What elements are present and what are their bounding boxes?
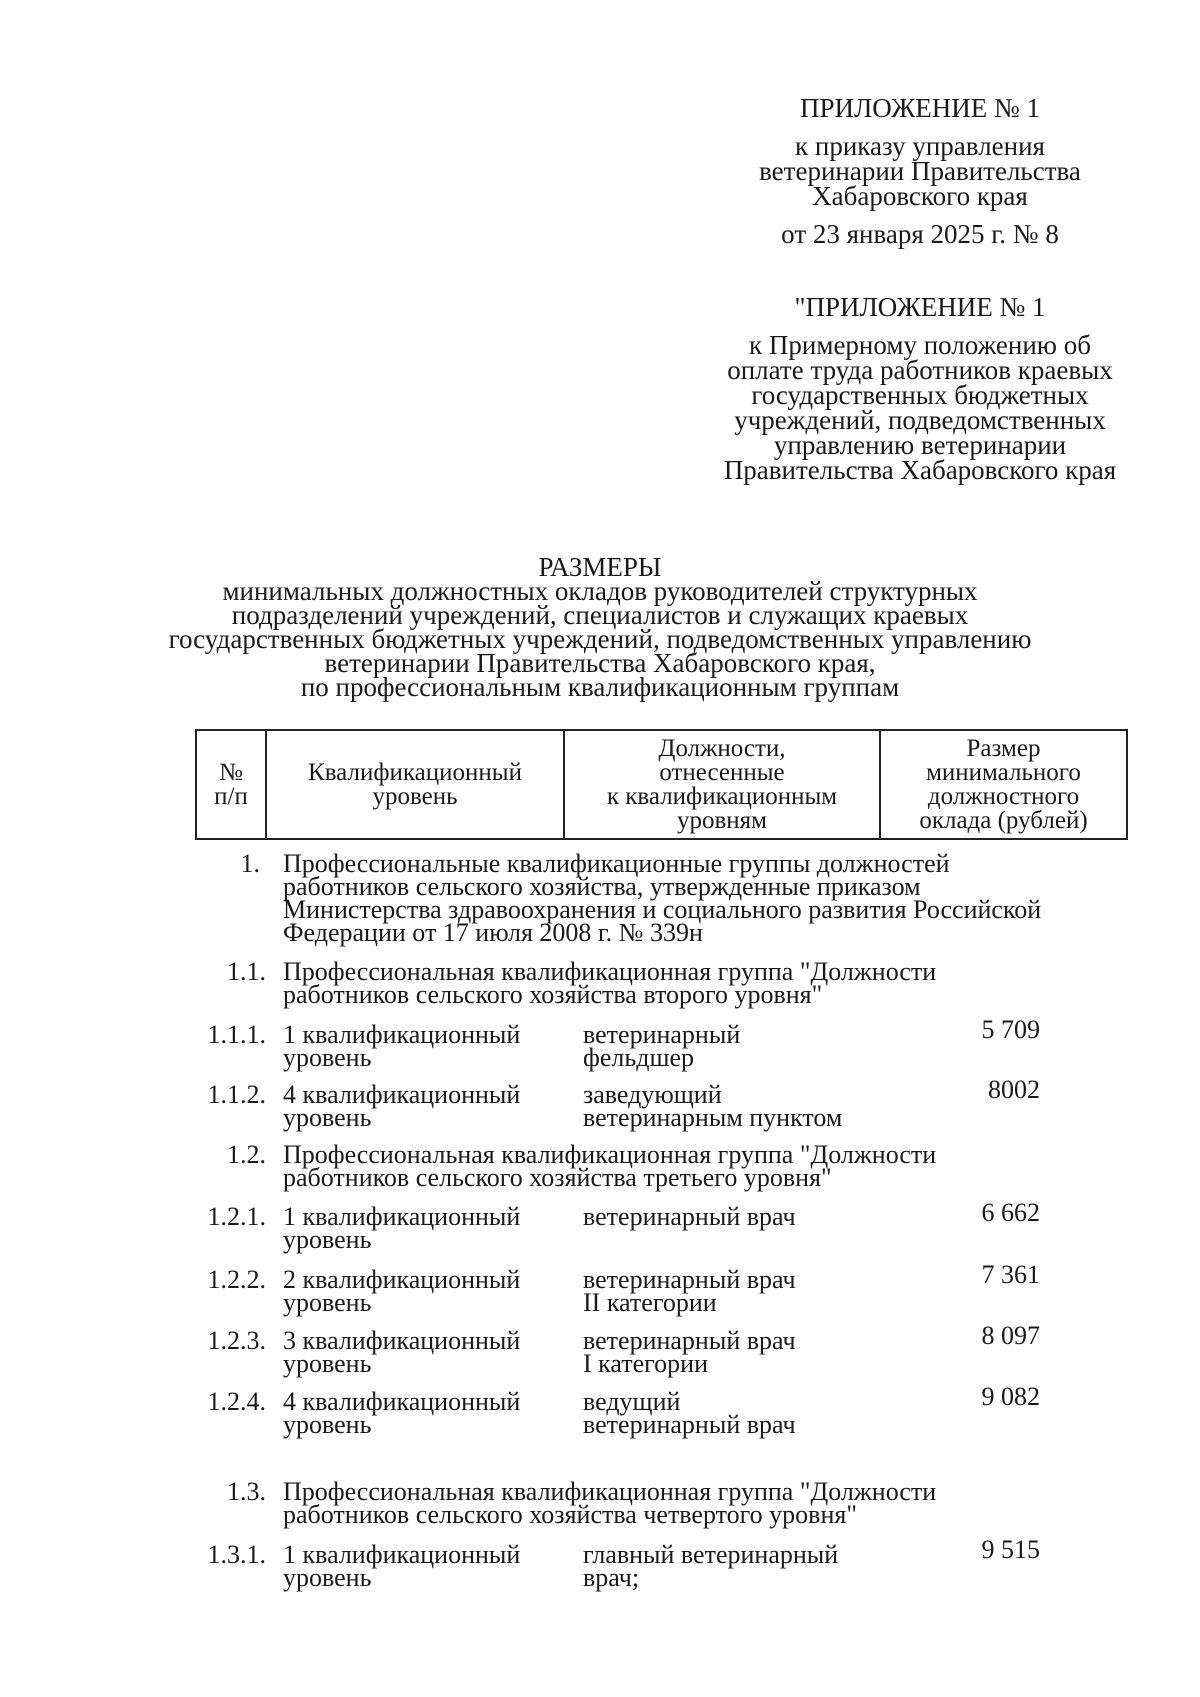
row-number: 1.3.1. (207, 1540, 266, 1569)
section-number: 1.1. (227, 957, 266, 986)
row-position (583, 1020, 913, 1072)
section-text-line: Профессиональные квалификационные группы должностей (283, 849, 950, 878)
quoted-appendix-line: Правительства Хабаровского края (723, 455, 1117, 485)
row-number: 1.2.2. (207, 1265, 266, 1294)
position-line: ветеринарный врач (583, 1202, 796, 1231)
header-text: п/п (214, 782, 248, 810)
section-text-line: Министерства здравоохранения и социального развития Российской (283, 895, 1042, 924)
quoted-appendix-line: к Примерному положению об (749, 330, 1091, 360)
quoted-appendix-line: управлению ветеринарии (773, 430, 1067, 460)
row-position (583, 1326, 913, 1378)
appendix-title: ПРИЛОЖЕНИЕ № 1 (799, 93, 1041, 123)
section-text (283, 957, 1143, 1009)
row-number: 1.1.2. (207, 1080, 266, 1109)
row-position (583, 1080, 913, 1132)
row-level (283, 1020, 573, 1072)
section-text-line: работников сельского хозяйства третьего уровня" (283, 1163, 832, 1192)
quoted-appendix-line: учреждений, подведомственных (734, 405, 1106, 435)
position-line: II категории (583, 1288, 717, 1317)
header-text: Квалификационный (308, 758, 522, 786)
level-line: 2 квалификационный (283, 1265, 521, 1294)
row-number: 1.2.3. (207, 1326, 266, 1355)
header-cell-number (197, 731, 267, 838)
document-subtitle-line: по профессиональным квалификационным группам (300, 672, 900, 702)
position-line: ветеринарный (583, 1020, 741, 1049)
section-text-line: Федерации от 17 июля 2008 г. № 339н (283, 918, 703, 947)
header-text: должностного (927, 782, 1080, 810)
section-text (283, 849, 1143, 947)
appendix-header (740, 93, 1100, 249)
appendix-line: к приказу управления (795, 131, 1045, 161)
table-header (195, 729, 1128, 840)
document-subtitle-line: ветеринарии Правительства Хабаровского края, (324, 648, 876, 678)
row-salary: 5 709 (981, 1015, 1040, 1044)
document-title (150, 552, 1050, 702)
header-cell-level (267, 731, 565, 838)
row-position (583, 1540, 913, 1592)
row-salary: 9 082 (981, 1382, 1040, 1411)
position-line: ветеринарный врач (583, 1326, 796, 1355)
row-salary: 7 361 (981, 1260, 1040, 1289)
header-text: оклада (рублей) (919, 806, 1088, 834)
header-text: к квалификационным (606, 782, 838, 810)
level-line: уровень (283, 1349, 372, 1378)
header-text: отнесенные (659, 758, 785, 786)
appendix-date: от 23 января 2025 г. № 8 (781, 219, 1059, 249)
level-line: уровень (283, 1225, 372, 1254)
section-number: 1.2. (227, 1140, 266, 1169)
header-cell-salary (881, 731, 1126, 838)
level-line: 3 квалификационный (283, 1326, 521, 1355)
header-text: уровням (676, 806, 767, 834)
row-level (283, 1540, 573, 1592)
appendix-line: Хабаровского края (812, 181, 1028, 211)
level-line: уровень (283, 1563, 372, 1592)
level-line: 4 квалификационный (283, 1080, 521, 1109)
header-text: Размер (966, 734, 1041, 762)
position-line: ветеринарным пунктом (583, 1103, 843, 1132)
row-number: 1.2.1. (207, 1202, 266, 1231)
position-line: ветеринарный врач (583, 1265, 796, 1294)
level-line: уровень (283, 1288, 372, 1317)
row-salary: 8002 (988, 1075, 1040, 1104)
position-line: врач; (583, 1563, 640, 1592)
position-line: заведующий (583, 1080, 722, 1109)
section-text (283, 1477, 1143, 1529)
position-line: I категории (583, 1349, 709, 1378)
section-text-line: работников сельского хозяйства второго уровня" (283, 980, 823, 1009)
level-line: 4 квалификационный (283, 1387, 521, 1416)
quoted-appendix-line: оплате труда работников краевых (727, 355, 1113, 385)
quoted-appendix-title: "ПРИЛОЖЕНИЕ № 1 (794, 292, 1046, 322)
section-text-line: работников сельского хозяйства, утвержденные приказом (283, 872, 921, 901)
level-line: уровень (283, 1043, 372, 1072)
header-text: Должности, (658, 734, 786, 762)
row-level (283, 1326, 573, 1378)
header-cell-positions (565, 731, 881, 838)
row-salary: 6 662 (981, 1198, 1040, 1227)
row-position (583, 1387, 913, 1439)
position-line: ведущий (583, 1387, 681, 1416)
quoted-appendix-line: государственных бюджетных (751, 380, 1089, 410)
position-line: главный ветеринарный (583, 1540, 839, 1569)
row-level (283, 1202, 573, 1254)
level-line: уровень (283, 1103, 372, 1132)
row-level (283, 1265, 573, 1317)
level-line: 1 квалификационный (283, 1540, 521, 1569)
level-line: уровень (283, 1410, 372, 1439)
section-text-line: Профессиональная квалификационная группа "Должности (283, 1140, 937, 1169)
row-position (583, 1265, 913, 1317)
document-subtitle-line: государственных бюджетных учреждений, подведомственных управлению (168, 624, 1032, 654)
header-text: уровень (372, 782, 458, 810)
row-level (283, 1080, 573, 1132)
section-text-line: Профессиональная квалификационная группа "Должности (283, 957, 937, 986)
position-line: фельдшер (583, 1043, 695, 1072)
header-text: минимального (926, 758, 1081, 786)
row-number: 1.1.1. (207, 1020, 266, 1049)
section-number: 1.3. (227, 1477, 266, 1506)
document-subtitle-line: минимальных должностных окладов руководителей структурных (222, 576, 978, 606)
section-text-line: работников сельского хозяйства четвертого уровня" (283, 1500, 857, 1529)
section-text (283, 1140, 1143, 1192)
row-level (283, 1387, 573, 1439)
row-position (583, 1202, 913, 1231)
section-text-line: Профессиональная квалификационная группа "Должности (283, 1477, 937, 1506)
level-line: 1 квалификационный (283, 1020, 521, 1049)
document-subtitle-line: подразделений учреждений, специалистов и служащих краевых (231, 600, 969, 630)
position-line: ветеринарный врач (583, 1410, 796, 1439)
level-line: 1 квалификационный (283, 1202, 521, 1231)
quoted-appendix-header (700, 292, 1140, 485)
row-salary: 9 515 (981, 1535, 1040, 1564)
header-text: № (219, 758, 243, 786)
row-salary: 8 097 (981, 1321, 1040, 1350)
section-number: 1. (240, 849, 260, 878)
row-number: 1.2.4. (207, 1387, 266, 1416)
appendix-line: ветеринарии Правительства (759, 156, 1081, 186)
document-heading: РАЗМЕРЫ (538, 552, 662, 582)
